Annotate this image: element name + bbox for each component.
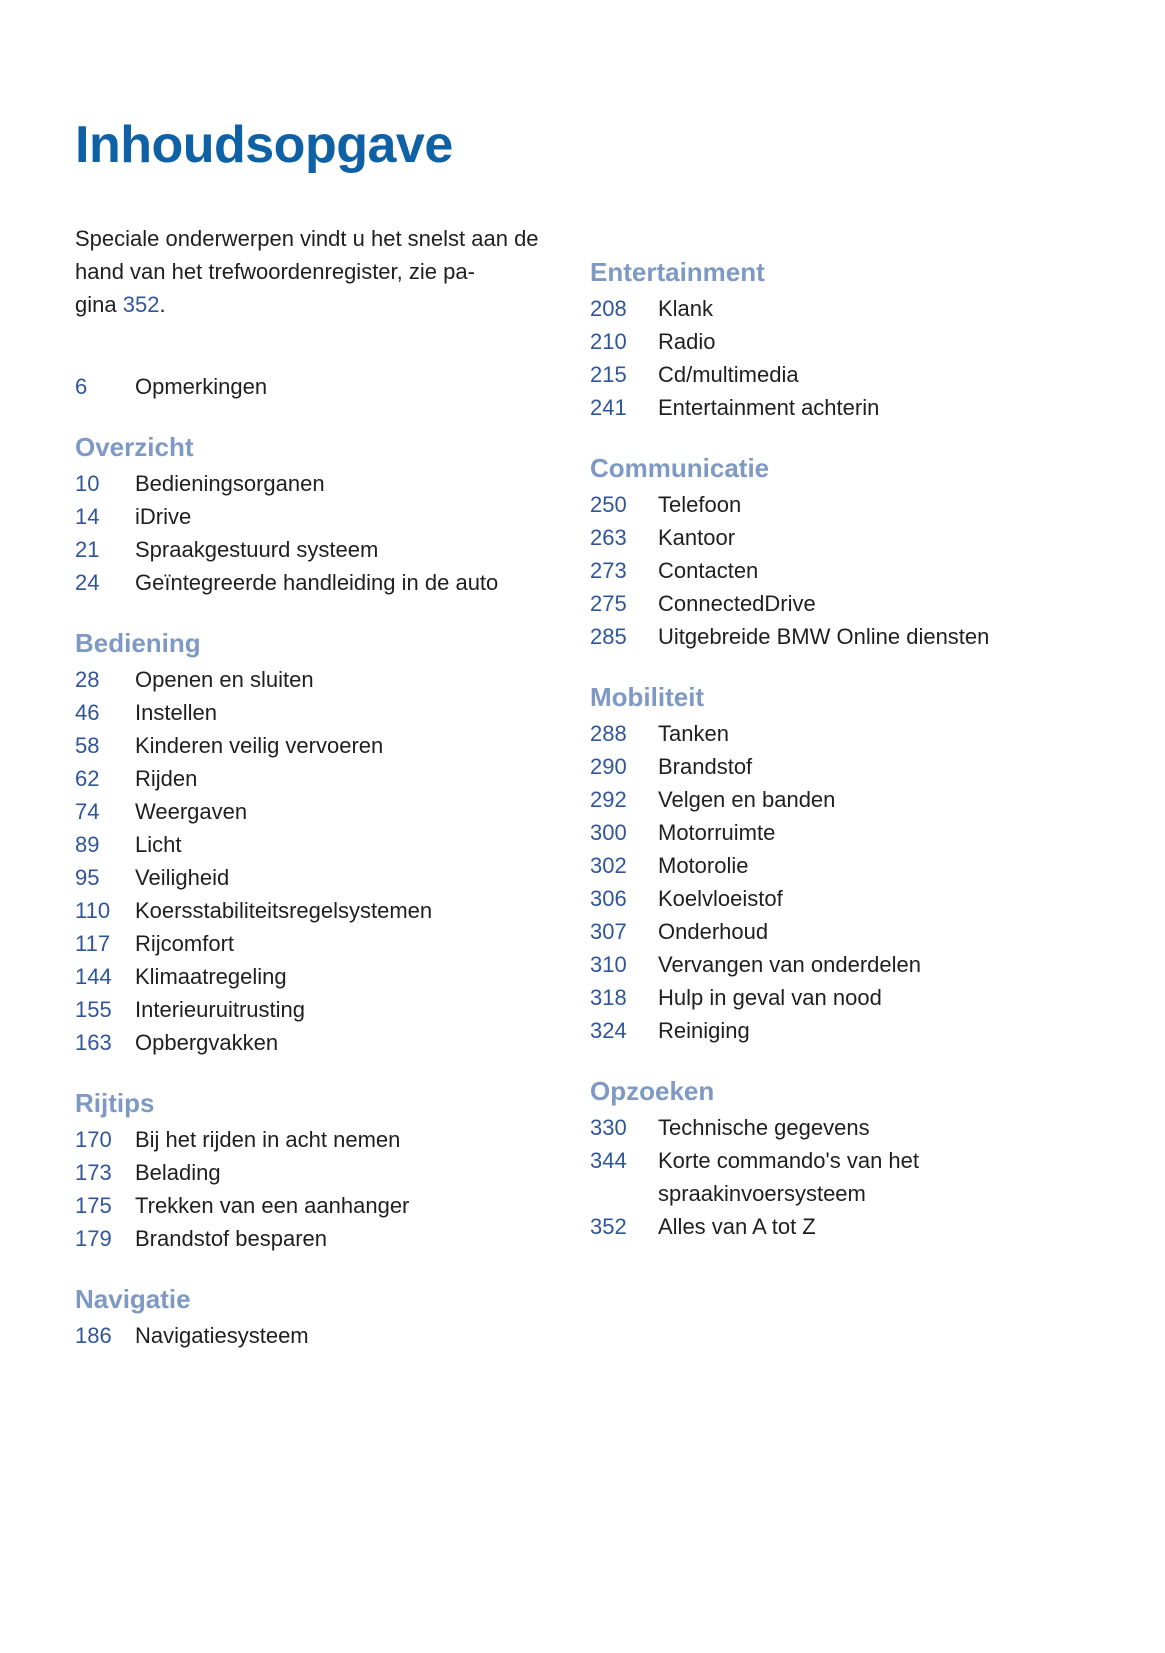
toc-entry-page-number: 24 (75, 570, 100, 595)
toc-section (590, 254, 1107, 424)
toc-entry-page-number: 263 (590, 525, 627, 550)
toc-entry[interactable] (75, 370, 590, 403)
toc-entry-label: Tanken (658, 721, 729, 746)
toc-sections-right (590, 254, 1107, 1243)
page-title: Inhoudsopgave (75, 116, 453, 174)
toc-entry-page-number: 95 (75, 865, 100, 890)
intro-line-3-prefix: gina (75, 292, 123, 317)
toc-entry-page-number: 6 (75, 374, 88, 399)
toc-section (75, 1085, 590, 1255)
toc-entry-label: Belading (135, 1160, 221, 1185)
toc-entry[interactable] (75, 795, 590, 828)
toc-entry-page-number: 292 (590, 787, 627, 812)
toc-entry-page-number: 307 (590, 919, 627, 944)
toc-entry[interactable] (590, 1210, 1107, 1243)
toc-entry-page-number: 186 (75, 1323, 112, 1348)
intro-paragraph (75, 222, 590, 321)
toc-entry-page-number: 330 (590, 1115, 627, 1140)
toc-entry-label: Bij het rijden in acht nemen (135, 1127, 401, 1152)
toc-entry[interactable] (75, 960, 590, 993)
toc-entry-label: Contacten (658, 558, 759, 583)
toc-entry-page-number: 175 (75, 1193, 112, 1218)
toc-sections-left (75, 429, 590, 1352)
toc-entry-page-number: 290 (590, 754, 627, 779)
toc-section (590, 1073, 1107, 1243)
toc-entry-label: Hulp in geval van nood (658, 985, 882, 1010)
toc-entry[interactable] (590, 750, 1107, 783)
toc-entry[interactable] (590, 1014, 1107, 1047)
index-page-link[interactable]: 352 (122, 292, 160, 317)
toc-entry[interactable] (75, 1189, 590, 1222)
toc-entry-label: Entertainment achterin (658, 395, 880, 420)
toc-entry-label: Klank (658, 296, 714, 321)
toc-entry-page-number: 208 (590, 296, 627, 321)
toc-entry[interactable] (590, 882, 1107, 915)
toc-column-left (75, 222, 590, 1352)
toc-entry-page-number: 300 (590, 820, 627, 845)
toc-entry-label: Motorruimte (658, 820, 776, 845)
toc-entry-label: Vervangen van onderdelen (658, 952, 921, 977)
toc-entry-page-number: 170 (75, 1127, 112, 1152)
toc-entry-label: Klimaatregeling (135, 964, 287, 989)
toc-entry-page-number: 352 (590, 1214, 627, 1239)
toc-entry-page-number: 89 (75, 832, 100, 857)
toc-entry-label: Radio (658, 329, 716, 354)
section-title: Bediening (75, 628, 201, 658)
toc-entry-label: Instellen (135, 700, 217, 725)
toc-entry-page-number: 344 (590, 1148, 627, 1173)
toc-entry[interactable] (75, 993, 590, 1026)
toc-entry[interactable] (75, 500, 590, 533)
toc-entry[interactable] (590, 488, 1107, 521)
toc-entry[interactable] (590, 1111, 1107, 1144)
toc-entry-label: Openen en sluiten (135, 667, 314, 692)
toc-entry[interactable] (590, 554, 1107, 587)
toc-entry[interactable] (590, 292, 1107, 325)
toc-entry-page-number: 46 (75, 700, 100, 725)
toc-entry-page-number: 10 (75, 471, 100, 496)
toc-entry-page-number: 288 (590, 721, 627, 746)
toc-entry-label: Geïntegreerde handleiding in de auto (135, 570, 499, 595)
toc-entry[interactable] (75, 828, 590, 861)
toc-entry[interactable] (590, 325, 1107, 358)
toc-entry-label: Trekken van een aanhanger (135, 1193, 410, 1218)
toc-entry[interactable] (75, 1319, 590, 1352)
toc-entry[interactable] (75, 467, 590, 500)
toc-entry-page-number: 285 (590, 624, 627, 649)
toc-entry-page-number: 241 (590, 395, 627, 420)
toc-entry-page-number: 74 (75, 799, 100, 824)
toc-entry-label: Weergaven (135, 799, 248, 824)
toc-entry-page-number: 318 (590, 985, 627, 1010)
intro-line-1: Speciale onderwerpen vindt u het snelst aan de (75, 226, 539, 251)
toc-entry[interactable] (590, 1144, 1107, 1210)
toc-entry-label: Reiniging (658, 1018, 750, 1043)
toc-entry-page-number: 306 (590, 886, 627, 911)
toc-section (75, 1281, 590, 1352)
toc-section (75, 429, 590, 599)
toc-entry[interactable] (590, 717, 1107, 750)
section-title: Rijtips (75, 1088, 155, 1118)
toc-entry[interactable] (590, 849, 1107, 882)
toc-entry-label: Opmerkingen (135, 374, 268, 399)
toc-entry-page-number: 302 (590, 853, 627, 878)
toc-entry-label: Bedieningsorganen (135, 471, 325, 496)
section-title: Communicatie (590, 453, 770, 483)
toc-entry-label: Uitgebreide BMW Online diensten (658, 624, 990, 649)
toc-entry-label: Kantoor (658, 525, 736, 550)
toc-entry-page-number: 250 (590, 492, 627, 517)
toc-entry-label: Rijcomfort (135, 931, 235, 956)
toc-entry[interactable] (75, 762, 590, 795)
toc-columns (75, 222, 1107, 1352)
toc-entry[interactable] (590, 391, 1107, 424)
toc-entry-label: Korte commando's van het spraakinvoersysteem (658, 1148, 920, 1206)
section-title: Opzoeken (590, 1076, 715, 1106)
toc-entry-page-number: 173 (75, 1160, 112, 1185)
toc-entry-label: ConnectedDrive (658, 591, 816, 616)
toc-entry-page-number: 58 (75, 733, 100, 758)
toc-entry-label: Velgen en banden (658, 787, 836, 812)
toc-entry[interactable] (75, 927, 590, 960)
toc-entry[interactable] (590, 816, 1107, 849)
toc-entry-label: Brandstof besparen (135, 1226, 328, 1251)
toc-section (75, 625, 590, 1059)
toc-entry-label: Motorolie (658, 853, 749, 878)
section-title: Entertainment (590, 257, 765, 287)
section-title: Overzicht (75, 432, 194, 462)
toc-entry-page-number: 210 (590, 329, 627, 354)
toc-section (590, 679, 1107, 1047)
toc-entry-page-number: 144 (75, 964, 112, 989)
toc-entry[interactable] (75, 729, 590, 762)
toc-entry[interactable] (590, 783, 1107, 816)
toc-entry-label: Koersstabiliteitsregelsystemen (135, 898, 433, 923)
toc-column-right (590, 222, 1107, 1352)
toc-entry-label: Brandstof (658, 754, 753, 779)
toc-entry-label: Onderhoud (658, 919, 769, 944)
section-title: Mobiliteit (590, 682, 705, 712)
toc-entry-label: Navigatiesysteem (135, 1323, 309, 1348)
toc-entry-page-number: 117 (75, 931, 111, 956)
toc-entry-page-number: 275 (590, 591, 627, 616)
toc-entry-page-number: 310 (590, 952, 627, 977)
toc-entry[interactable] (75, 663, 590, 696)
toc-entry-label: iDrive (135, 504, 192, 529)
toc-entry-label: Telefoon (658, 492, 742, 517)
toc-entry-label: Cd/multimedia (658, 362, 799, 387)
toc-entry[interactable] (75, 1156, 590, 1189)
toc-entry[interactable] (75, 533, 590, 566)
toc-entry-label: Koelvloeistof (658, 886, 783, 911)
toc-entry-label: Alles van A tot Z (658, 1214, 816, 1239)
toc-entry-page-number: 179 (75, 1226, 112, 1251)
toc-entry[interactable] (590, 521, 1107, 554)
toc-entry[interactable] (590, 358, 1107, 391)
toc-entry-page-number: 163 (75, 1030, 112, 1055)
section-title: Navigatie (75, 1284, 191, 1314)
toc-entry-page-number: 155 (75, 997, 112, 1022)
toc-entry-page-number: 215 (590, 362, 627, 387)
toc-entry-label: Rijden (135, 766, 198, 791)
toc-entry-page-number: 28 (75, 667, 100, 692)
toc-entry-label: Veiligheid (135, 865, 230, 890)
toc-entry-page-number: 273 (590, 558, 627, 583)
toc-entry[interactable] (590, 915, 1107, 948)
toc-entry-page-number: 21 (75, 537, 100, 562)
toc-entry-label: Opbergvakken (135, 1030, 279, 1055)
toc-entry-page-number: 62 (75, 766, 100, 791)
toc-entry-label: Interieuruitrusting (135, 997, 305, 1022)
toc-entry[interactable] (75, 861, 590, 894)
toc-entry[interactable] (75, 696, 590, 729)
toc-entry-label: Licht (135, 832, 182, 857)
intro-line-2: hand van het trefwoordenregister, zie pa- (75, 259, 475, 284)
toc-section (590, 450, 1107, 653)
toc-entry-label: Technische gegevens (658, 1115, 870, 1140)
toc-entry-page-number: 110 (75, 898, 111, 923)
toc-entry[interactable] (590, 981, 1107, 1014)
toc-entry-label: Spraakgestuurd systeem (135, 537, 379, 562)
toc-entry[interactable] (590, 948, 1107, 981)
toc-entry[interactable] (75, 894, 590, 927)
toc-entry[interactable] (590, 620, 1107, 653)
intro-line-3-suffix: . (159, 292, 166, 317)
toc-entry-page-number: 324 (590, 1018, 627, 1043)
toc-entry[interactable] (75, 1026, 590, 1059)
toc-entry[interactable] (590, 587, 1107, 620)
toc-entry-label: Kinderen veilig vervoeren (135, 733, 384, 758)
toc-entry[interactable] (75, 566, 590, 599)
toc-entry[interactable] (75, 1123, 590, 1156)
toc-entry[interactable] (75, 1222, 590, 1255)
toc-entry-page-number: 14 (75, 504, 100, 529)
